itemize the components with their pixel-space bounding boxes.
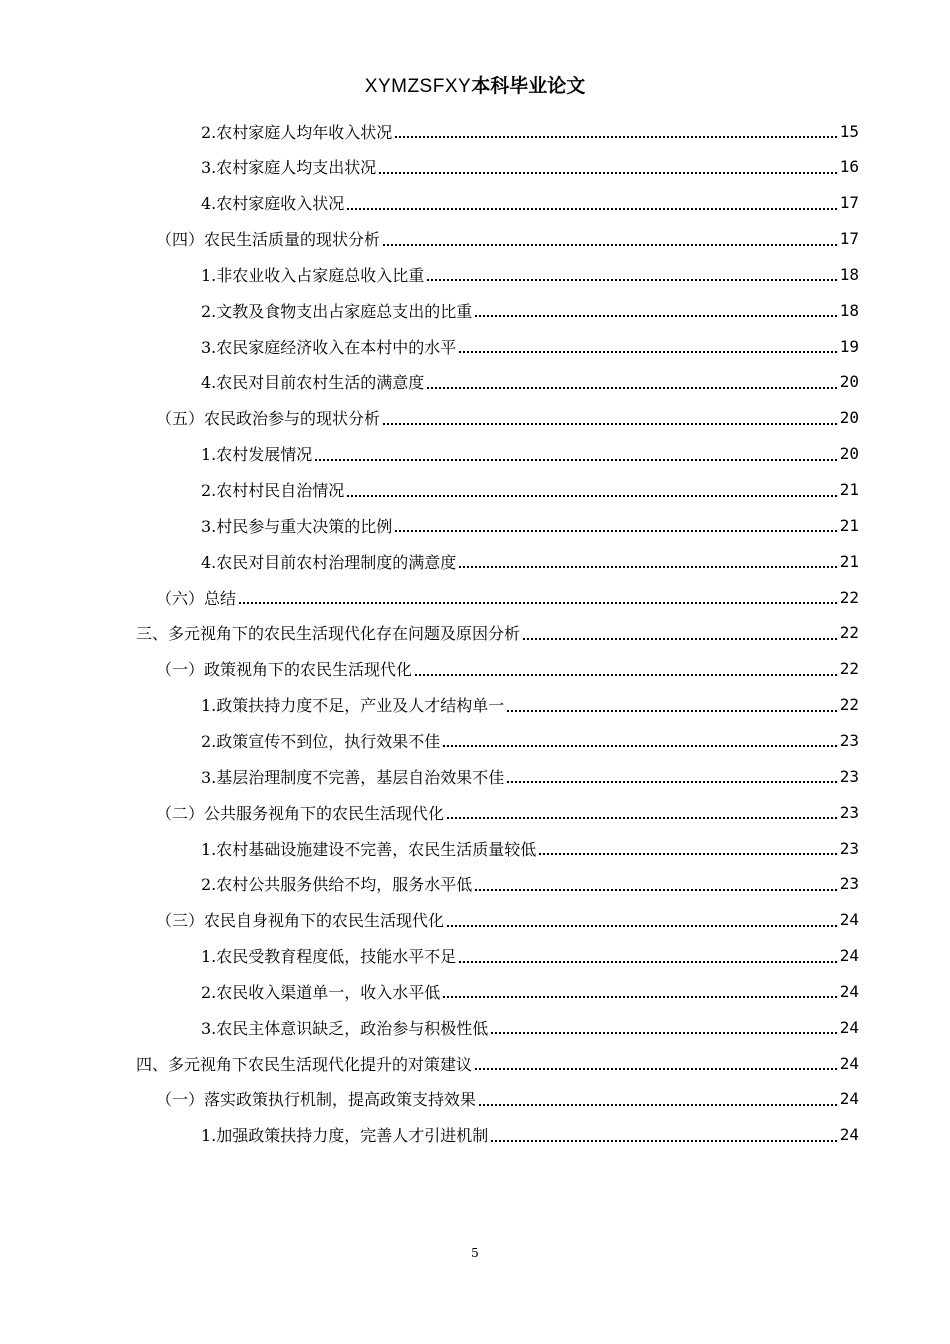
- toc-leader-dots: [447, 801, 837, 819]
- toc-entry[interactable]: [201, 938, 859, 974]
- toc-entry[interactable]: [156, 794, 859, 830]
- toc-entry-title: 四、多元视角下农民生活现代化提升的对策建议: [136, 1054, 473, 1074]
- toc-entry-page: 24: [839, 1053, 859, 1073]
- toc-entry-page: 17: [839, 193, 859, 213]
- toc-entry[interactable]: [201, 758, 859, 794]
- toc-entry-page: 23: [839, 730, 859, 750]
- toc-entry-title: 2.农村村民自治情况: [201, 481, 345, 500]
- toc-entry-title: 2.农村家庭人均年收入状况: [201, 122, 393, 142]
- toc-leader-dots: [347, 192, 836, 210]
- toc-entry-title: 1.农村基础设施建设不完善，农民生活质量较低: [201, 839, 537, 859]
- toc-entry-title: 1.农村发展情况: [201, 445, 313, 465]
- toc-leader-dots: [491, 1124, 836, 1142]
- toc-leader-dots: [395, 120, 836, 138]
- toc-entry[interactable]: [201, 292, 859, 328]
- toc-entry-title: 3.村民参与重大决策的比例: [201, 516, 393, 536]
- toc-entry-page: 20: [839, 408, 859, 428]
- toc-entry-page: 17: [839, 229, 859, 249]
- toc-entry-page: 22: [839, 587, 859, 607]
- toc-entry[interactable]: [201, 830, 859, 866]
- toc-entry-page: 24: [839, 1017, 859, 1037]
- toc-entry-page: 18: [839, 300, 859, 320]
- toc-entry-title: 4.农民对目前农村治理制度的满意度: [201, 552, 457, 572]
- toc-entry-page: 20: [839, 444, 859, 464]
- toc-leader-dots: [475, 1052, 837, 1070]
- toc-entry[interactable]: [201, 185, 859, 221]
- toc-entry[interactable]: [156, 902, 859, 938]
- toc-entry[interactable]: [201, 149, 859, 185]
- toc-entry-page: 24: [839, 1125, 859, 1145]
- toc-leader-dots: [507, 765, 836, 783]
- toc-entry[interactable]: [201, 543, 859, 579]
- toc-entry-page: 16: [839, 157, 859, 177]
- toc-entry-page: 22: [839, 623, 859, 643]
- toc-entry-title: 1.政策扶持力度不足，产业及人才结构单一: [201, 696, 505, 716]
- toc-leader-dots: [447, 909, 837, 927]
- toc-leader-dots: [459, 550, 836, 568]
- toc-entry[interactable]: [201, 866, 859, 902]
- toc-entry[interactable]: [201, 973, 859, 1009]
- toc-entry[interactable]: [136, 615, 859, 651]
- toc-entry-page: 23: [839, 802, 859, 822]
- toc-leader-dots: [459, 335, 836, 353]
- toc-entry-page: 22: [839, 695, 859, 715]
- toc-entry-page: 24: [839, 981, 859, 1001]
- toc-entry-title: 1.非农业收入占家庭总收入比重: [201, 265, 425, 285]
- toc-leader-dots: [379, 156, 836, 174]
- toc-entry[interactable]: [156, 579, 859, 615]
- toc-entry[interactable]: [136, 1045, 859, 1081]
- toc-entry-title: （六）总结: [156, 588, 237, 608]
- toc-entry-title: 三、多元视角下的农民生活现代化存在问题及原因分析: [136, 624, 521, 644]
- toc-entry[interactable]: [201, 113, 859, 149]
- toc-entry-page: 23: [839, 766, 859, 786]
- toc-entry-page: 22: [839, 659, 859, 679]
- toc-entry[interactable]: [156, 221, 859, 257]
- toc-leader-dots: [459, 945, 836, 963]
- toc-leader-dots: [347, 479, 836, 497]
- toc-entry[interactable]: [201, 328, 859, 364]
- toc-leader-dots: [475, 299, 836, 317]
- header-code: XYMZSFXY: [364, 76, 472, 97]
- toc-entry-page: 24: [839, 910, 859, 930]
- toc-entry-page: 23: [839, 838, 859, 858]
- toc-leader-dots: [239, 586, 837, 604]
- toc-entry-page: 21: [839, 515, 859, 535]
- toc-entry-title: 2.文教及食物支出占家庭总支出的比重: [201, 301, 473, 321]
- toc-entry-title: 1.加强政策扶持力度，完善人才引进机制: [201, 1126, 489, 1146]
- toc-entry[interactable]: [156, 651, 859, 687]
- toc-leader-dots: [383, 228, 837, 246]
- header-title: 本科毕业论文: [471, 75, 586, 97]
- toc-entry[interactable]: [201, 364, 859, 400]
- toc-entry[interactable]: [201, 507, 859, 543]
- toc-entry-page: 15: [839, 121, 859, 141]
- toc-entry[interactable]: [201, 687, 859, 723]
- toc-entry-title: （四）农民生活质量的现状分析: [156, 230, 381, 250]
- toc-entry-title: 2.农民收入渠道单一，收入水平低: [201, 982, 441, 1002]
- toc-entry-page: 21: [839, 551, 859, 571]
- toc-leader-dots: [443, 980, 836, 998]
- toc-entry-title: （二）公共服务视角下的农民生活现代化: [156, 803, 445, 823]
- page-header: [0, 73, 950, 100]
- toc-leader-dots: [427, 263, 836, 281]
- toc-leader-dots: [383, 407, 837, 425]
- toc-entry-page: 23: [839, 874, 859, 894]
- toc-entry[interactable]: [156, 1081, 859, 1117]
- toc-leader-dots: [491, 1016, 836, 1034]
- toc-entry-page: 21: [839, 480, 859, 499]
- toc-entry-title: 2.政策宣传不到位，执行效果不佳: [201, 731, 441, 751]
- toc-entry-page: 20: [839, 372, 859, 392]
- toc-entry[interactable]: [156, 400, 859, 436]
- toc-entry[interactable]: [201, 256, 859, 292]
- toc-leader-dots: [507, 694, 836, 712]
- toc-entry[interactable]: [201, 722, 859, 758]
- toc-entry[interactable]: [201, 1009, 859, 1045]
- toc-leader-dots: [475, 873, 836, 891]
- page-number: 5: [471, 1246, 479, 1260]
- toc-entry-page: 24: [839, 946, 859, 966]
- toc-entry-page: 24: [839, 1089, 859, 1109]
- toc-entry-title: 2.农村公共服务供给不均，服务水平低: [201, 875, 473, 895]
- toc-leader-dots: [523, 622, 837, 640]
- toc-entry-page: 18: [839, 264, 859, 284]
- toc-entry-title: 4.农民对目前农村生活的满意度: [201, 373, 425, 393]
- toc-entry-title: 1.农民受教育程度低，技能水平不足: [201, 947, 457, 967]
- toc-entry[interactable]: [201, 436, 859, 472]
- toc-entry-title: （三）农民自身视角下的农民生活现代化: [156, 911, 445, 931]
- toc-leader-dots: [427, 371, 836, 389]
- toc-entry-title: 3.基层治理制度不完善，基层自治效果不佳: [201, 767, 505, 787]
- toc-leader-dots: [315, 443, 836, 461]
- toc-leader-dots: [415, 658, 837, 676]
- toc-leader-dots: [395, 514, 836, 532]
- toc-leader-dots: [443, 729, 836, 747]
- toc-entry[interactable]: [201, 1117, 859, 1153]
- toc-leader-dots: [479, 1088, 837, 1106]
- toc-entry-title: （五）农民政治参与的现状分析: [156, 409, 381, 429]
- toc-entry-page: 19: [839, 336, 859, 356]
- toc-entry-title: 3.农民主体意识缺乏，政治参与积极性低: [201, 1018, 489, 1038]
- toc-entry-title: （一）政策视角下的农民生活现代化: [156, 660, 413, 680]
- toc-entry-title: 3.农民家庭经济收入在本村中的水平: [201, 337, 457, 357]
- toc-entry[interactable]: [201, 472, 859, 508]
- toc-entry-title: （一）落实政策执行机制，提高政策支持效果: [156, 1090, 477, 1110]
- toc-leader-dots: [539, 837, 836, 855]
- toc-entry-title: 3.农村家庭人均支出状况: [201, 158, 377, 178]
- toc-entry-title: 4.农村家庭收入状况: [201, 194, 345, 214]
